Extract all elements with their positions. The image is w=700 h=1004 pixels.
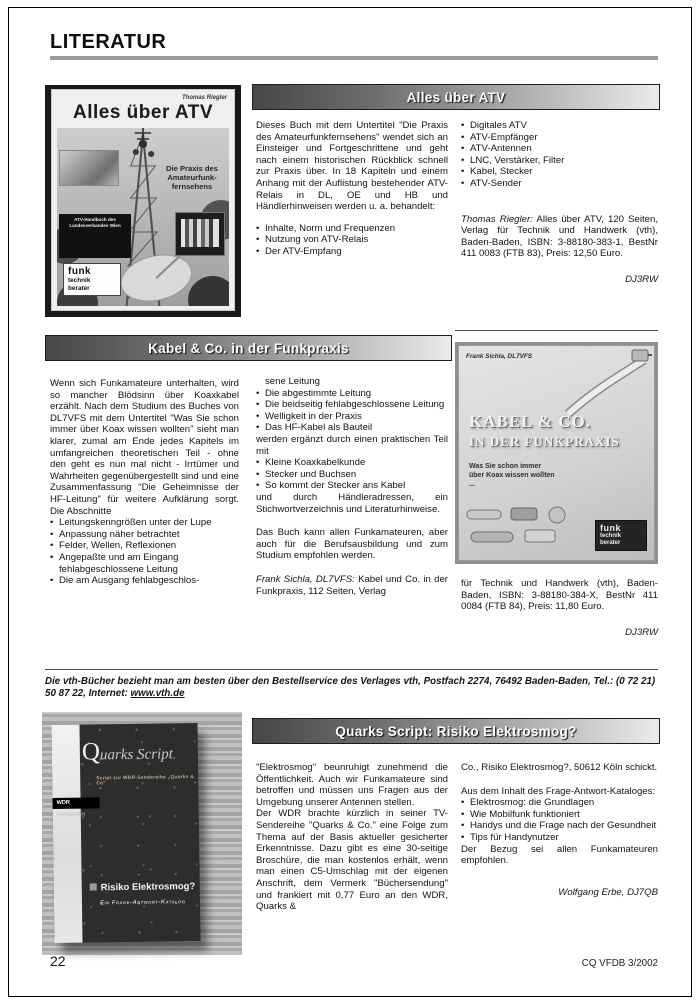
article1-reference xyxy=(461,214,658,260)
vth-funk-logo xyxy=(595,520,647,551)
journal-issue-label: CQ VFDB 3/2002 xyxy=(581,958,658,969)
bullet-icon: • xyxy=(50,517,54,529)
list-item xyxy=(256,223,448,235)
cover-subheading: Ein Frage-Antwort-Katalog xyxy=(99,899,186,907)
vth-website-link[interactable]: www.vth.de xyxy=(130,687,185,699)
list-item xyxy=(256,480,448,492)
bullet-text: Wie Mobilfunk funktioniert xyxy=(470,808,580,820)
list-item xyxy=(461,820,658,832)
bullet-text: Elektrosmog: die Grundlagen xyxy=(470,797,595,809)
divider-line xyxy=(45,669,658,670)
bullet-text: Nutzung von ATV-Relais xyxy=(265,234,369,246)
article2-paragraph: und durch Händleradressen, ein Stichwortverzeichnis und Literaturhinweise. xyxy=(256,491,448,515)
book-cover-kabel-und-co xyxy=(458,345,655,561)
bullet-icon: • xyxy=(461,808,465,820)
list-item xyxy=(461,178,658,190)
bullet-icon: • xyxy=(256,480,260,492)
bullet-text: Der ATV-Empfang xyxy=(265,245,342,257)
bullet-icon: • xyxy=(256,468,260,480)
bullet-icon: • xyxy=(256,422,260,434)
bullet-text: Felder, Wellen, Reflexionen xyxy=(59,540,177,552)
cover-title-rest: uarks Script xyxy=(99,746,174,764)
bullet-icon: • xyxy=(461,120,465,131)
list-item xyxy=(50,529,239,541)
coax-cable-illustration xyxy=(560,348,652,420)
bullet-icon: • xyxy=(461,831,465,843)
list-item xyxy=(50,552,239,575)
bullet-icon: • xyxy=(461,177,465,189)
bullet-text: Tips für Handynutzer xyxy=(470,831,559,843)
cover-subtitle: Script zur WDR-Sendereihe „Quarks & Co" xyxy=(96,775,195,787)
bullet-icon: • xyxy=(256,234,260,246)
reference-details: Kabel und Co. in der Funkpraxis, 112 Seiten, Verlag xyxy=(256,573,448,597)
bullet-text: Inhalte, Norm und Frequenzen xyxy=(265,222,396,234)
bullet-icon: • xyxy=(461,166,465,178)
list-item xyxy=(461,832,658,844)
bullet-icon: • xyxy=(50,528,54,540)
article2-bullet-list3 xyxy=(256,457,448,492)
bullet-text: Kabel, Stecker xyxy=(470,166,533,178)
cover-title xyxy=(82,737,173,766)
bullet-text: Die abgestimmte Leitung xyxy=(265,387,372,399)
article3-paragraph: "Elektrosmog" beunruhigt zunehmend die Öffentlichkeit. Auch wir Funkamateure sind betroffen und müssen uns Fragen aus der Umgebung unserer Antennen stellen. xyxy=(256,762,448,808)
cover-testcard-inset xyxy=(175,212,225,256)
article2-column1 xyxy=(50,378,239,587)
list-item xyxy=(461,120,658,132)
book-cover-alles-ueber-atv xyxy=(51,89,235,311)
article1-title: Alles über ATV xyxy=(406,89,506,105)
bullet-icon: • xyxy=(256,457,260,469)
article1-bullet-list-left xyxy=(256,223,448,258)
reference-details: Alles über ATV, 120 Seiten, Verlag für Technik und Handwerk (vth), Baden-Baden, ISBN: 3-88180-383-1, BestNr 411 0083 (FTB 83), Preis: 12,50 Euro. xyxy=(461,213,658,260)
list-item xyxy=(256,457,448,469)
publisher-note xyxy=(45,676,659,700)
list-item xyxy=(256,234,448,246)
bullet-text: ATV-Empfänger xyxy=(470,131,538,143)
cover-inset-receiver-photo xyxy=(59,150,119,186)
cover-inset-label: ATV-Handbuch des Landesverbandes Wien xyxy=(59,214,131,258)
heading-rule xyxy=(50,56,658,60)
band-bold: WDR xyxy=(56,799,70,806)
article1-intro: Dieses Buch mit dem Untertitel "Die Praxis des Amateurfunkfernsehens" wendet sich an Einsteiger und Fortgeschrittene und geht nach einem historischen Rückblick schnell zur Praxis über. In 18 Kapiteln und einem Anhang mit der Auflistung bestehender ATV-Relais in DL, OE und HB und Händlerhinweisen werden u. a. behandelt: xyxy=(256,120,448,213)
list-item xyxy=(461,143,658,155)
logo-line: technik xyxy=(600,533,622,539)
list-item xyxy=(50,517,239,529)
cover-photo-area xyxy=(57,128,229,306)
bullet-icon: • xyxy=(461,143,465,155)
list-item xyxy=(461,797,658,809)
article2-reference xyxy=(256,574,448,597)
bullet-text: LNC, Verstärker, Filter xyxy=(470,154,565,166)
book-cover-photo-alles-ueber-atv xyxy=(45,85,241,317)
bullet-icon: • xyxy=(461,131,465,143)
bullet-text: Kleine Koaxkabelkunde xyxy=(265,457,366,469)
list-item xyxy=(256,388,448,400)
article2-title: Kabel & Co. in der Funkpraxis xyxy=(148,340,349,356)
book-cover-quarks-script xyxy=(51,723,200,943)
bullet-text: Leitungskenngrößen unter der Lupe xyxy=(59,517,212,529)
vth-funk-logo xyxy=(63,263,121,296)
bullet-icon: • xyxy=(50,575,54,587)
list-item xyxy=(50,575,239,587)
list-item xyxy=(256,469,448,481)
cover-title-line1: KABEL & CO. xyxy=(469,412,591,431)
logo-line: berater xyxy=(600,540,621,546)
reference-author: Frank Sichla, DL7VFS: xyxy=(256,573,355,585)
cover-heading-text: Risiko Elektrosmog? xyxy=(100,881,196,894)
bullet-text: Anpassung näher betrachtet xyxy=(59,528,180,540)
article2-paragraph: Das Buch kann allen Funkamateuren, aber auch für die Berufsausbildung und zum Studium empfohlen werden. xyxy=(256,527,448,562)
book-cover-photo-quarks-script xyxy=(42,712,242,955)
bullet-continuation: sene Leitung xyxy=(265,376,320,387)
article3-paragraph: Der WDR brachte kürzlich in seiner TV-Sendereihe "Quarks & Co." eine Folge zum Thema auf der Basis aktueller gesicherter Erkenntnisse. Dazu gibt es eine 30-seitige Broschüre, die man kostenlos erhält, wenn man einen C5-Umschlag mit der eigenen Anschrift, dem Vermerk "Büchersendung" und frankiert mit 0,77 Euro an den WDR, Quarks & xyxy=(256,808,448,913)
bullet-icon: • xyxy=(256,222,260,234)
cover-title-initial: Q xyxy=(81,738,101,766)
publisher-note-text: Die vth-Bücher bezieht man am besten über den Bestellservice des Verlages vth, Postfach 2274, 76492 Baden-Baden, Tel.: (0 72 21) 50 87 22, Internet: xyxy=(45,676,656,699)
bullet-text: Stecker und Buchsen xyxy=(265,468,357,480)
article1-signature: DJ3RW xyxy=(625,273,658,285)
article2-bullet-list2 xyxy=(256,388,448,434)
article2-bullet-list1 xyxy=(50,517,239,587)
article2-column3 xyxy=(461,578,658,638)
article3-column1 xyxy=(256,762,448,913)
band-rest: FERNSEHEN xyxy=(56,811,86,817)
article3-bullet-list xyxy=(461,797,658,843)
article3-paragraph: Co., Risiko Elektrosmog?, 50612 Köln schickt. xyxy=(461,762,658,773)
bullet-text: Die beidseitig fehlabgeschlossene Leitung xyxy=(265,399,445,411)
connectors-illustration xyxy=(463,502,595,554)
wdr-fernsehen-band xyxy=(53,797,100,817)
article3-signature: Wolfgang Erbe, DJ7QB xyxy=(558,886,658,898)
article3-title: Quarks Script: Risiko Elektrosmog? xyxy=(335,723,577,739)
cover-subtitle: Die Praxis des Amateurfunk- fernsehens xyxy=(166,164,218,191)
article2-signature: DJ3RW xyxy=(625,626,658,638)
list-item xyxy=(461,132,658,144)
bullet-icon: • xyxy=(256,399,260,411)
article2-reference-continued: für Technik und Handwerk (vth), Baden-Baden, ISBN: 3-88180-384-X, BestNr 411 0084 (FTB 84), Preis: 11,80 Euro. xyxy=(461,578,658,613)
bullet-icon: • xyxy=(256,410,260,422)
list-item xyxy=(461,155,658,167)
divider-line xyxy=(455,330,658,331)
article1-column1 xyxy=(256,120,448,258)
section-heading: LITERATUR xyxy=(50,31,167,53)
bullet-text: Das HF-Kabel als Bauteil xyxy=(265,422,373,434)
logo-line: funk xyxy=(600,523,621,533)
list-item xyxy=(50,540,239,552)
bullet-icon: • xyxy=(50,551,54,563)
logo-line: funk xyxy=(68,266,92,278)
bullet-icon: • xyxy=(256,245,260,257)
article1-title-bar xyxy=(252,84,660,110)
bullet-text: ATV-Sender xyxy=(470,177,522,189)
list-item xyxy=(256,411,448,423)
cover-heading xyxy=(90,881,196,893)
list-item xyxy=(256,422,448,434)
cover-tagline: Was Sie schon immer über Koax wissen wollten ... xyxy=(469,463,555,488)
article1-bullet-list-right xyxy=(461,120,658,190)
bullet-text: Welligkeit in der Praxis xyxy=(265,410,362,422)
article3-paragraph: Der Bezug sei allen Funkamateuren empfohlen. xyxy=(461,843,658,867)
article3-paragraph: Aus dem Inhalt des Frage-Antwort-Kataloges: xyxy=(461,785,656,797)
reference-author: Thomas Riegler: xyxy=(461,213,533,225)
article1-column2 xyxy=(461,120,658,286)
bullet-icon: • xyxy=(461,154,465,166)
bullet-icon: • xyxy=(256,387,260,399)
square-bullet-icon xyxy=(90,883,97,890)
list-item xyxy=(461,809,658,821)
page-number: 22 xyxy=(50,953,66,969)
logo-line: berater xyxy=(68,284,90,292)
logo-line: technik xyxy=(68,277,91,285)
bullet-text: Handys und die Frage nach der Gesundheit xyxy=(470,820,657,832)
list-item xyxy=(256,246,448,258)
list-item xyxy=(256,399,448,411)
bullet-icon: • xyxy=(50,540,54,552)
article2-intro: Wenn sich Funkamateure unterhalten, wird so mancher Blödsinn über Koaxkabel erzählt. Nach dem Studium des Buches von DL7VFS mit dem Untertitel "Was Sie schon immer über Koax wissen wollten" sieht man klarer, zumal am Ende jedes Kapitels im umfangreichen theoretischen Teil - ohne den geht es nun mal nicht - Irrtümer und Wahrheiten gegenübergestellt sind und eine Zusammenfassung "Die Geheimnisse der HF-Leitung" für weitere Aufklärung sorgt. Die Abschnitte xyxy=(50,378,239,517)
bullet-text: ATV-Antennen xyxy=(470,143,532,155)
book-cover-photo-kabel-und-co xyxy=(455,342,658,564)
bullet-icon: • xyxy=(461,797,465,809)
article2-title-bar xyxy=(45,335,452,361)
bullet-text: Digitales ATV xyxy=(470,120,527,131)
cover-white-strip xyxy=(51,725,82,943)
bullet-text: Die am Ausgang fehlabgeschlos- xyxy=(59,575,200,587)
article3-column2 xyxy=(461,762,658,898)
bullet-icon: • xyxy=(461,820,465,832)
article3-title-bar xyxy=(252,718,660,744)
cover-title-line2: IN DER FUNKPRAXIS xyxy=(469,434,620,449)
bullet-text: So kommt der Stecker ans Kabel xyxy=(265,480,406,492)
list-item xyxy=(461,166,658,178)
cover-title: Alles über ATV xyxy=(72,102,214,123)
bullet-text: Angepaßte und am Eingang fehlabgeschlossene Leitung xyxy=(59,551,179,575)
article2-paragraph: werden ergänzt durch einen praktischen Teil mit xyxy=(256,433,448,457)
article2-column2 xyxy=(256,376,448,597)
cover-author: Frank Sichla, DL7VFS xyxy=(466,353,533,360)
cover-author: Thomas Riegler xyxy=(181,95,227,101)
